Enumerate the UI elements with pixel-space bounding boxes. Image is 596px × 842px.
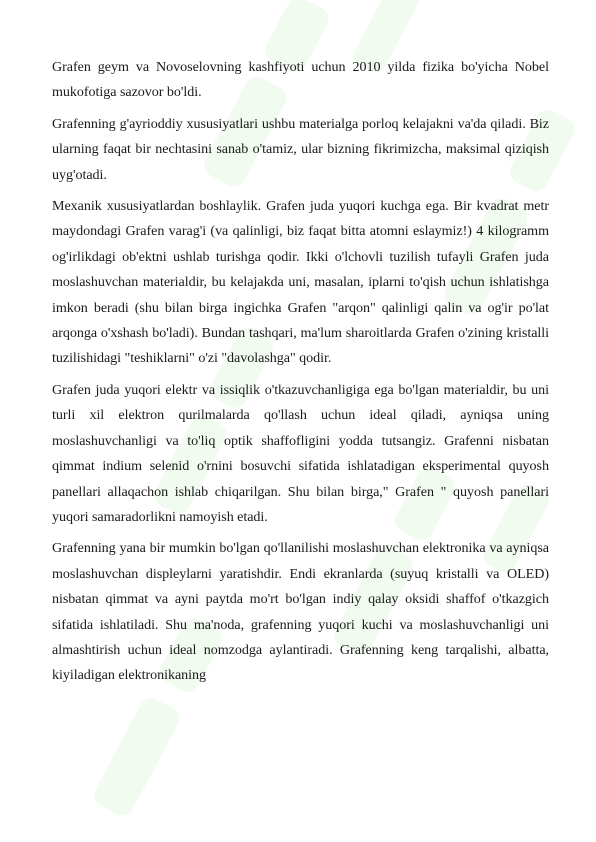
document-body <box>52 55 549 695</box>
paragraph-nobel-prize: Grafen geym va Novoselovning kashfiyoti uchun 2010 yilda fizika bo'yicha Nobel mukofotiga sazovor bo'ldi. <box>52 59 549 101</box>
paragraph-conductivity: Grafen juda yuqori elektr va issiqlik o'tkazuvchanligiga ega bo'lgan materialdir, bu uni turli xil elektron qurilmalarda qo'llash uchun ideal qiladi, ayniqsa uning moslashuvchanligi va to'liq optik shaffofligini yodda tutsangiz. Grafenni nisbatan qimmat indium selenid o'rnini bosuvchi sifatida ishlatadigan eksperimental quyosh panellari allaqachon ishlab chiqarilgan. Shu bilan birga," Grafen " quyosh panellari yuqori samaradorlikni namoyish etadi. <box>52 381 549 525</box>
paragraph-flexible-electronics: Grafenning yana bir mumkin bo'lgan qo'llanilishi moslashuvchan elektronika va ayniqsa moslashuvchan displeylarni yaratishdir. Endi ekranlarda (suyuq kristalli va OLED) nisbatan qimmat va ayni paytda mo'rt bo'lgan indiy qalay oksidi shaffof o'tkazgich sifatida ishlatiladi. Shu ma'noda, grafenning yuqori kuchi va moslashuvchanligi uni almashtirish uchun ideal nomzodga aylantiradi. Grafenning keng tarqalishi, albatta, kiyiladigan elektronikaning <box>52 540 549 684</box>
paragraph-unusual-properties: Grafenning g'ayrioddiy xususiyatlari ushbu materialga porloq kelajakni va'da qiladi. Biz ularning faqat bir nechtasini sanab o'tamiz, ular bizning fikrimizcha, maksimal qiziqish uyg'otadi. <box>52 115 549 183</box>
paragraph-mechanical-properties: Mexanik xususiyatlardan boshlaylik. Grafen juda yuqori kuchga ega. Bir kvadrat metr maydondagi Grafen varag'i (va qalinligi, biz faqat bitta atomni eslaymiz!) 4 kilogramm og'irlikdagi ob'ektni ushlab turishga qodir. Ikki o'lchovli tuzilish tufayli Grafen juda moslashuvchan materialdir, bu kelajakda uni, masalan, iplarni to'qish uchun ishlatishga imkon beradi (shu bilan birga ingichka Grafen "arqon" qalinligi qalin va og'ir po'lat arqonga o'xshash bo'ladi). Bundan tashqari, ma'lum sharoitlarda Grafen o'zining kristalli tuzilishidagi "teshiklarni" o'zi "davolashga" qodir. <box>52 198 549 367</box>
